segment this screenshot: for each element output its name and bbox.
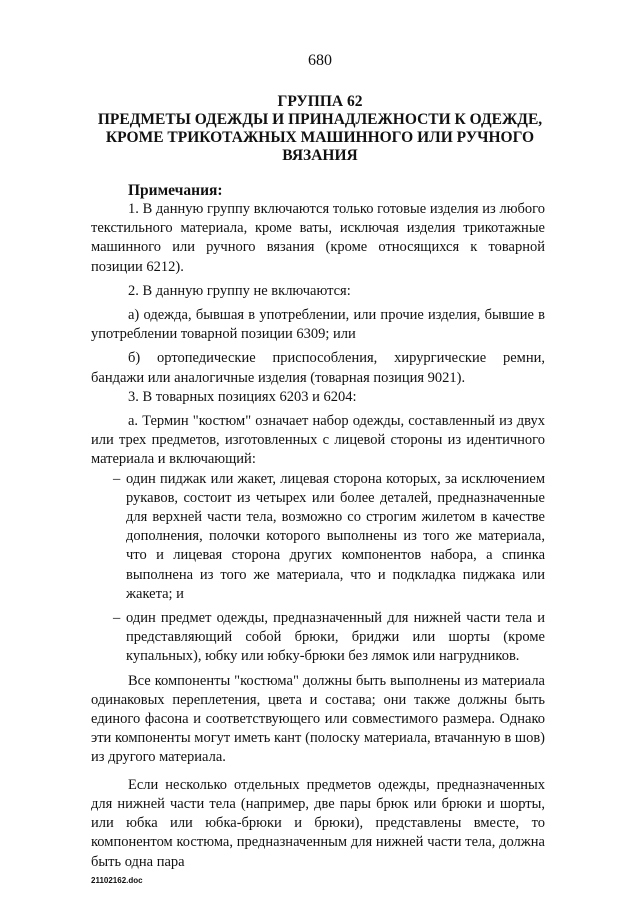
notes-title: Примечания:	[128, 182, 223, 199]
note-1: 1. В данную группу включаются только готовые изделия из любого текстильного материала, кроме ваты, исключая изделия трикотажные машинного или ручного вязания (кроме относящихся к товарной позиции 6212).	[91, 201, 545, 275]
paragraph-components: Все компоненты "костюма" должны быть выполнены из материала одинаковых переплетения, цвета и состава; они также должны быть единого фасона и соответствующего или совместимого размера. Однако эти компоненты могут иметь кант (полоску материала, втачанную в шов) из другого материала.	[91, 672, 545, 766]
note-2: 2. В данную группу не включаются:	[128, 282, 351, 299]
dash-bullet: –	[113, 470, 121, 487]
note-2b: б) ортопедические приспособления, хирургические ремни, бандажи или аналогичные изделия (товарная позиция 9021).	[91, 350, 545, 386]
note-3a: а. Термин "костюм" означает набор одежды, составленный из двух или трех предметов, изготовленных с лицевой стороны из идентичного материала и включающий:	[91, 413, 545, 468]
dash-bullet: –	[113, 610, 121, 627]
note-3: 3. В товарных позициях 6203 и 6204:	[128, 388, 357, 405]
list-item-text: один предмет одежды, предназначенный для нижней части тела и представляющий собой брюки, бриджи или шорты (кроме купальных), юбку или юбку-брюки без лямок или нагрудников.	[126, 610, 545, 665]
list-item-text: один пиджак или жакет, лицевая сторона которых, за исключением рукавов, состоит из четырех или более деталей, предназначенные для верхней части тела, возможно со строгим жилетом в качестве дополнения, полочки которого выполнены из того же материала, что и лицевая сторона других компонентов набора, а спинка выполнена из того же материала, что и подкладка пиджака или жакета; и	[126, 470, 545, 602]
note-2a: а) одежда, бывшая в употреблении, или прочие изделия, бывшие в употреблении товарной позиции 6309; или	[91, 307, 545, 343]
heading-line-3: ВЯЗАНИЯ	[282, 147, 358, 164]
group-heading	[90, 93, 550, 165]
list-item	[113, 609, 545, 667]
group-title: ГРУППА 62	[277, 93, 363, 110]
heading-line-2: КРОМЕ ТРИКОТАЖНЫХ МАШИННОГО ИЛИ РУЧНОГО	[105, 129, 535, 146]
heading-line-1: ПРЕДМЕТЫ ОДЕЖДЫ И ПРИНАДЛЕЖНОСТИ К ОДЕЖДЕ,	[97, 111, 543, 128]
list-item	[113, 470, 545, 604]
footer-filename: 21102162.doc	[91, 876, 143, 885]
page-number: 680	[308, 52, 332, 69]
notes-body	[91, 200, 545, 872]
paragraph-several-items: Если несколько отдельных предметов одежды, предназначенных для нижней части тела (например, две пары брюк или брюки и шорты, или юбка или юбка-брюки и брюки), представлены вместе, то компонентом костюма, предназначенным для нижней части тела, должна быть одна пара	[91, 776, 545, 870]
